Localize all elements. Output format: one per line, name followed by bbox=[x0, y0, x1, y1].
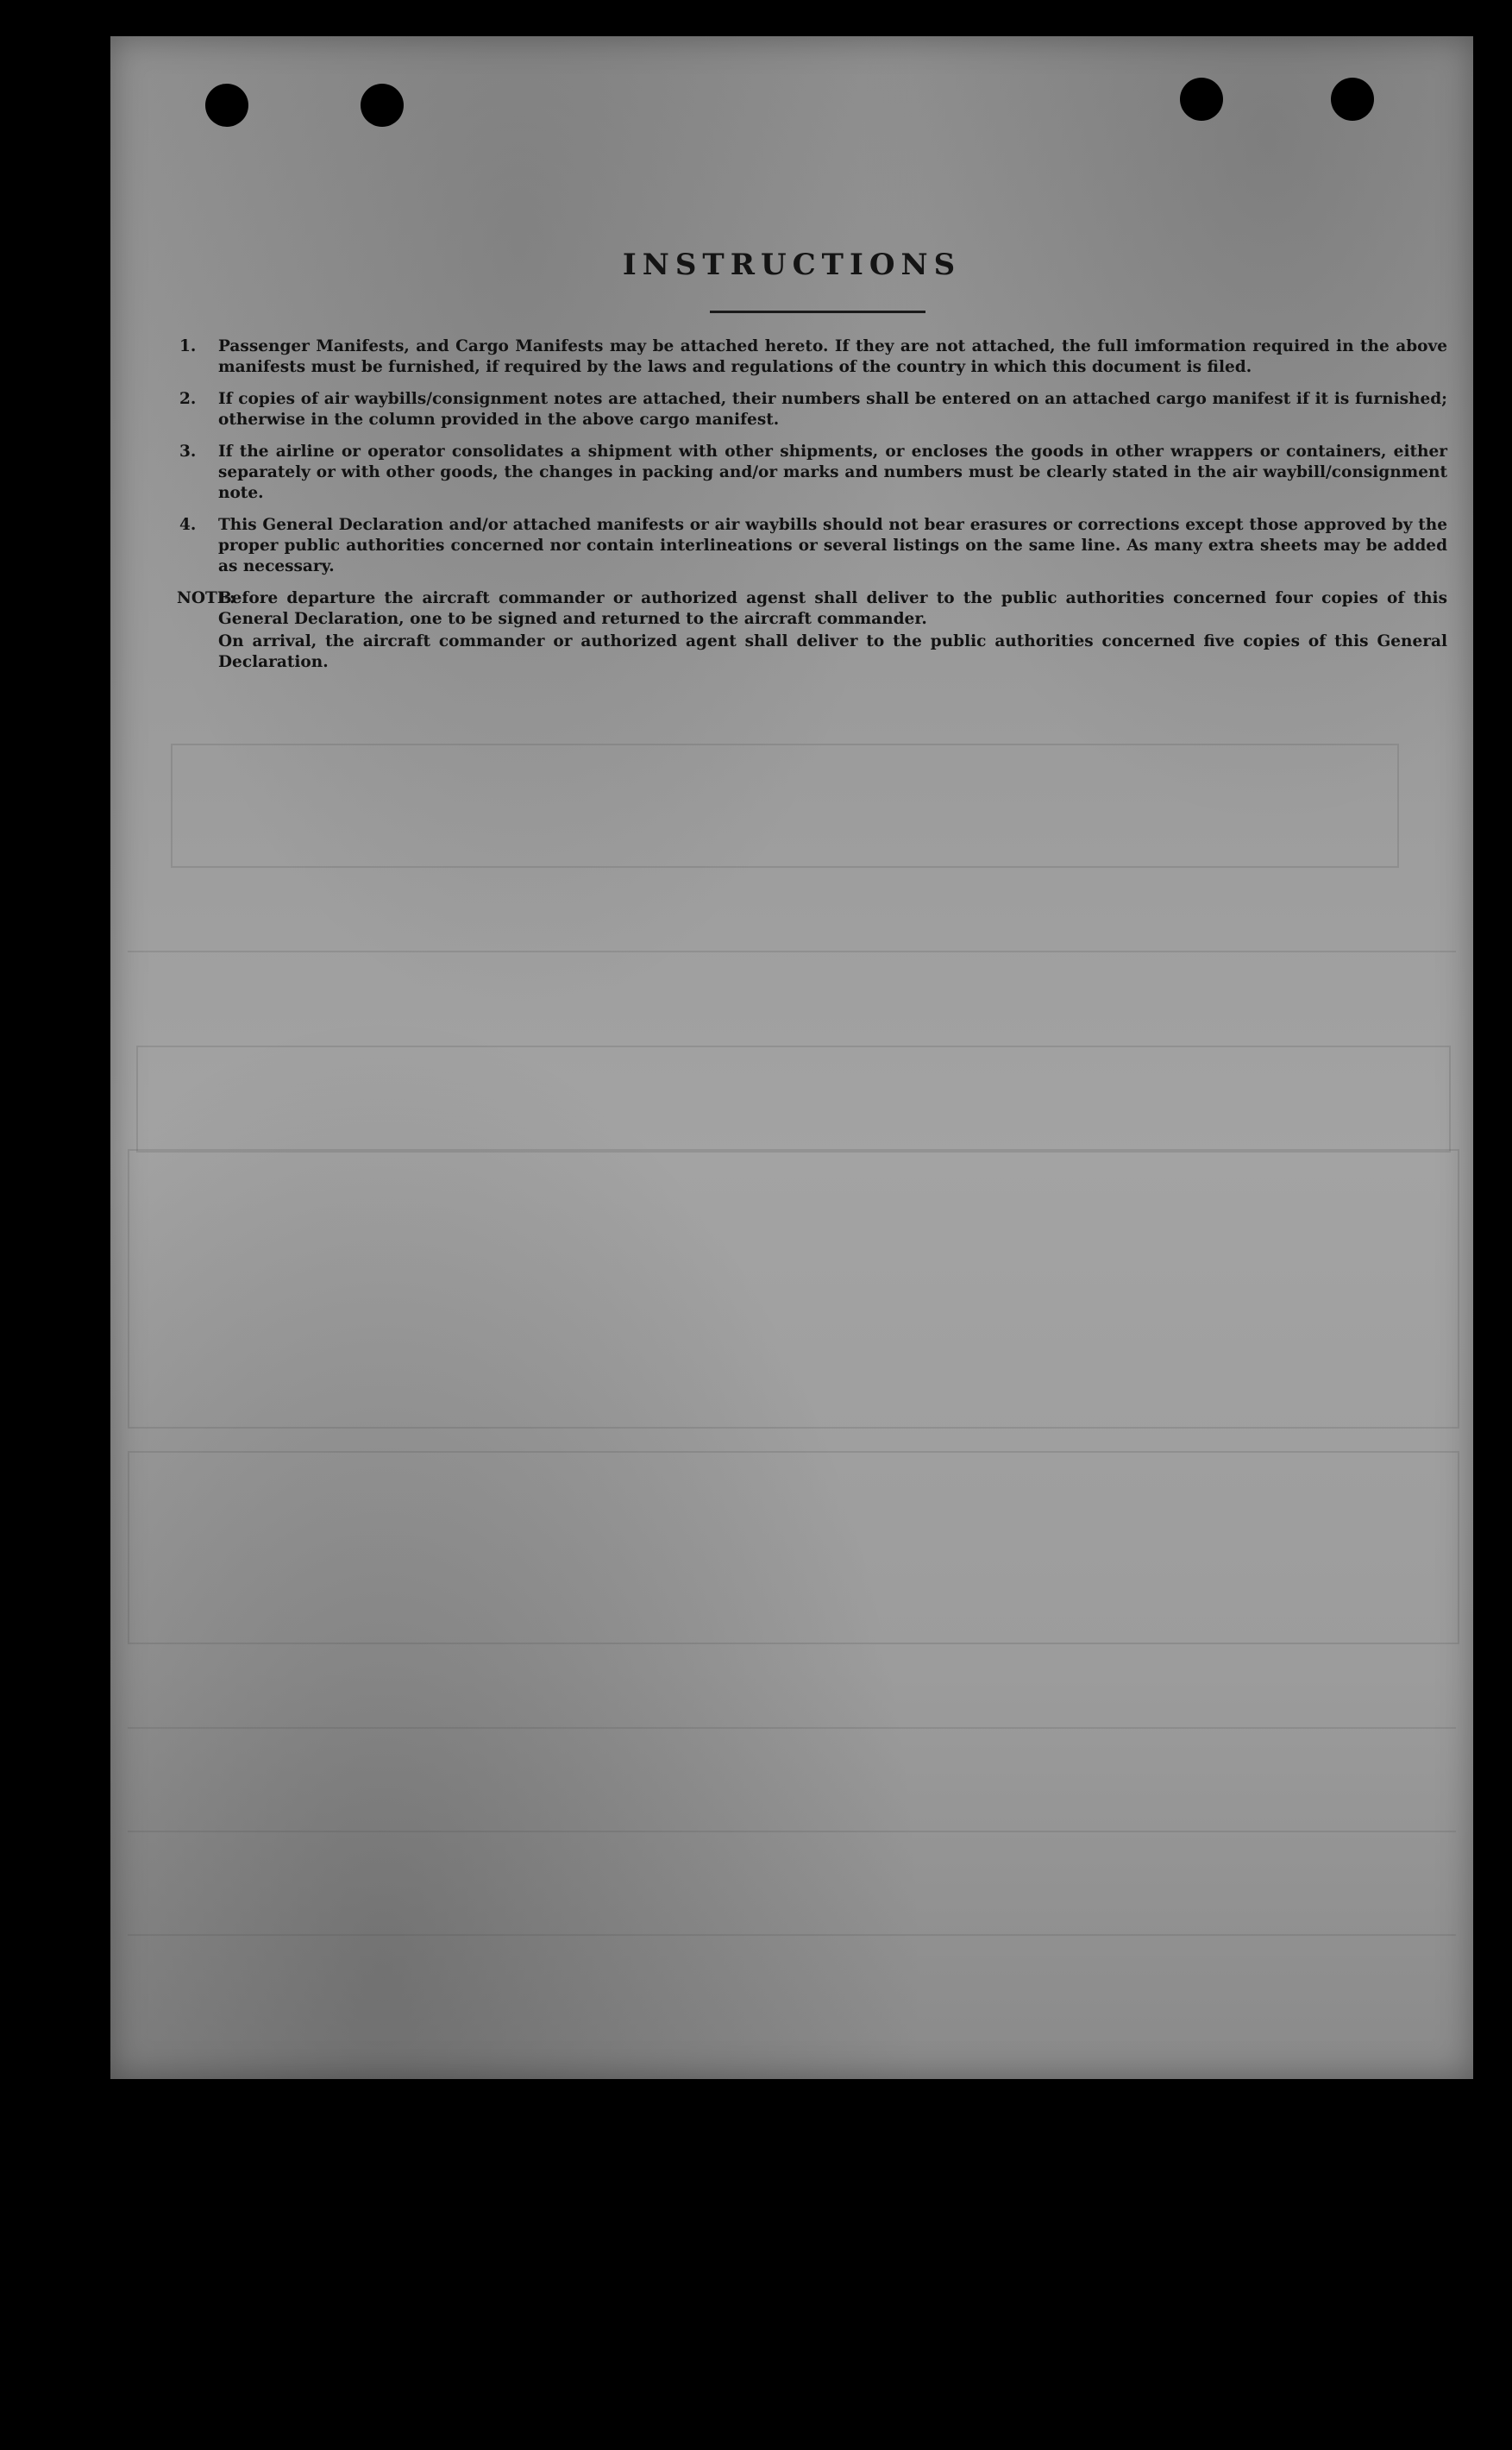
note-block bbox=[179, 588, 1447, 673]
bleed-through-box bbox=[171, 744, 1399, 868]
bleed-through-line bbox=[128, 1934, 1456, 1936]
bleed-through-line bbox=[128, 951, 1456, 952]
bleed-through-box bbox=[136, 1046, 1451, 1153]
item-number: 2. bbox=[179, 390, 197, 408]
bleed-through-box bbox=[128, 1149, 1459, 1429]
punch-hole bbox=[1331, 78, 1374, 121]
item-text: If the airline or operator consolidates a shipment with other shipments, or encloses the goods in other wrappers or containers, either separately or with other goods, the changes in packing and/or marks and numbers must be clearly stated in the air waybill/consignment note. bbox=[218, 443, 1447, 502]
punch-hole bbox=[361, 84, 404, 127]
item-text: If copies of air waybills/consignment notes are attached, their numbers shall be entered on an attached cargo manifest if it is furnished; otherwise in the column provided in the above cargo manifest. bbox=[218, 390, 1447, 429]
item-number: 3. bbox=[179, 443, 197, 461]
item-number: 1. bbox=[179, 337, 197, 355]
instructions-list bbox=[179, 336, 1447, 675]
punch-hole bbox=[1180, 78, 1223, 121]
instruction-item bbox=[179, 389, 1447, 430]
note-arrival: On arrival, the aircraft commander or authorized agent shall deliver to the public authorities concerned five copies of this General Declaration. bbox=[218, 632, 1447, 671]
bleed-through-line bbox=[128, 1727, 1456, 1729]
page-title: INSTRUCTIONS bbox=[622, 248, 962, 282]
note-departure: Before departure the aircraft commander or authorized agenst shall deliver to the public authorities concerned four copies of this General Declaration, one to be signed and returned to the aircraft commander. bbox=[218, 589, 1447, 628]
bleed-through-line bbox=[128, 1831, 1456, 1832]
title-underline bbox=[710, 311, 925, 313]
item-number: 4. bbox=[179, 516, 197, 534]
item-text: Passenger Manifests, and Cargo Manifests may be attached hereto. If they are not attached, the full imformation required in the above manifests must be furnished, if required by the laws and regulations of the country in which this document is filed. bbox=[218, 337, 1447, 376]
instruction-item bbox=[179, 515, 1447, 577]
punch-hole bbox=[205, 84, 248, 127]
instruction-item bbox=[179, 336, 1447, 378]
item-text: This General Declaration and/or attached manifests or air waybills should not bear erasures or corrections except those approved by the proper public authorities concerned nor contain interlineations or several listings on the same line. As many extra sheets may be added as necessary. bbox=[218, 516, 1447, 575]
bleed-through-box bbox=[128, 1451, 1459, 1644]
instruction-item bbox=[179, 442, 1447, 504]
note-label: NOTE: bbox=[177, 589, 235, 607]
document-page bbox=[110, 36, 1473, 2079]
